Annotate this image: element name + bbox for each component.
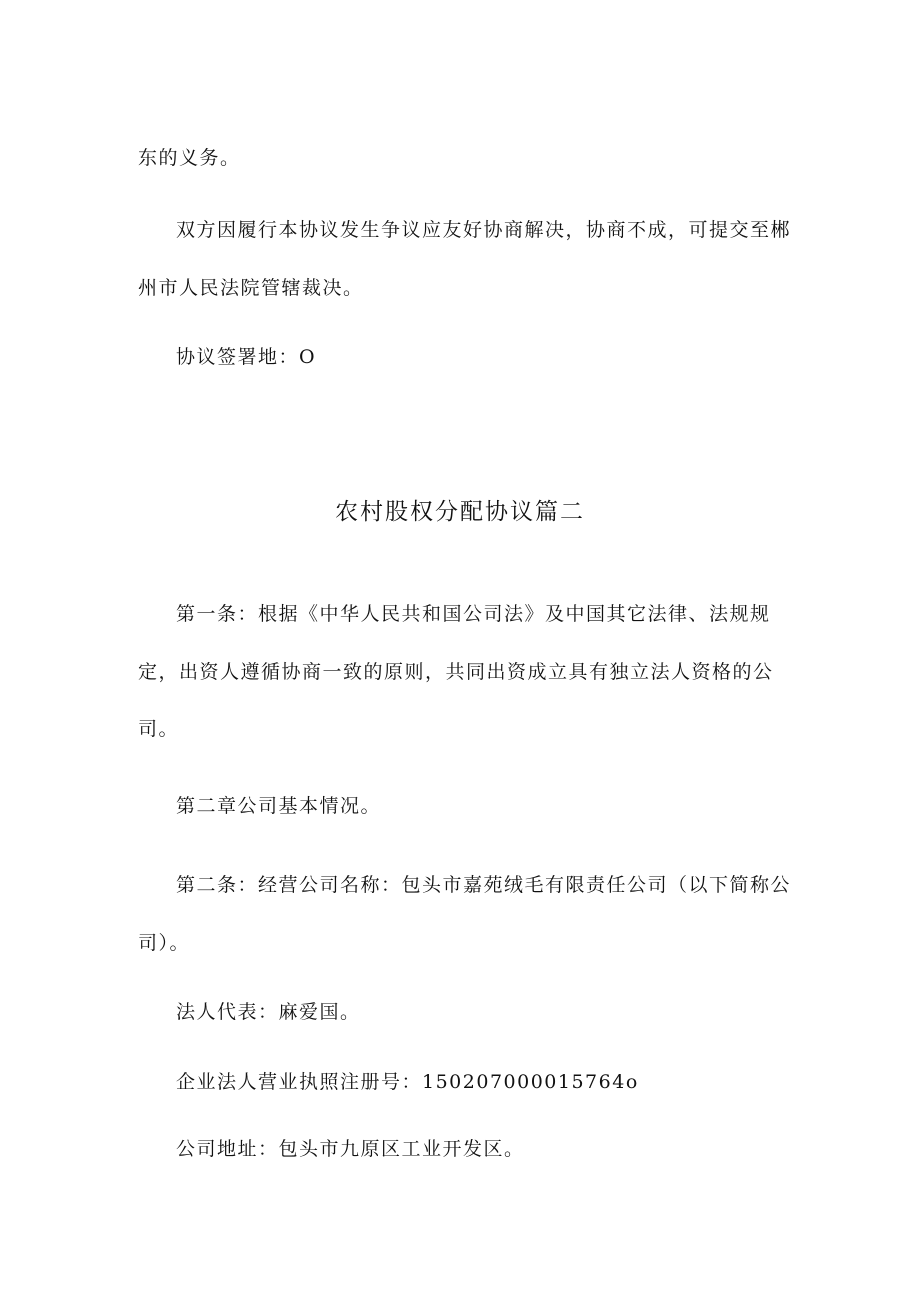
paragraph-line: 第一条：根据《中华人民共和国公司法》及中国其它法律、法规规 bbox=[176, 603, 771, 625]
paragraph-line: 企业法人营业执照注册号：150207000015764o bbox=[176, 1071, 639, 1093]
paragraph-line: 州市人民法院管辖裁决。 bbox=[138, 277, 364, 299]
paragraph-line: 法人代表：麻爱国。 bbox=[176, 1001, 361, 1023]
section-title: 农村股权分配协议篇二 bbox=[335, 499, 585, 525]
paragraph-line: 双方因履行本协议发生争议应友好协商解决，协商不成，可提交至郴 bbox=[176, 219, 792, 241]
chapter-heading: 第二章公司基本情况。 bbox=[176, 795, 382, 817]
paragraph-line: 协议签署地：O bbox=[176, 346, 317, 368]
paragraph-line: 定，出资人遵循协商一致的原则，共同出资成立具有独立法人资格的公 bbox=[138, 661, 774, 683]
paragraph-line: 司。 bbox=[138, 718, 180, 740]
paragraph-line: 东的义务。 bbox=[138, 147, 241, 169]
paragraph-line: 公司地址：包头市九原区工业开发区。 bbox=[176, 1138, 525, 1160]
paragraph-line: 司）。 bbox=[138, 932, 191, 954]
paragraph-line: 第二条：经营公司名称：包头市嘉苑绒毛有限责任公司（以下简称公 bbox=[176, 874, 792, 896]
